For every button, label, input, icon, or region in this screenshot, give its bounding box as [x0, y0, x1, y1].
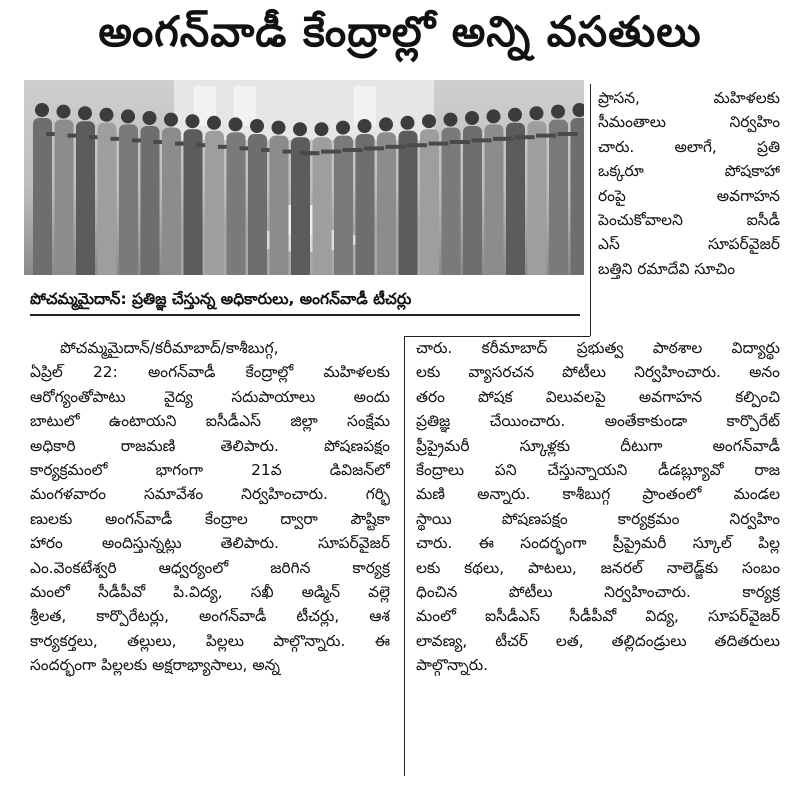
text-line: హారం అందిస్తున్నట్లు తెలిపారు. సూపర్‌వైజర్: [30, 534, 390, 553]
article-column-right-top: [598, 86, 780, 281]
text-line: లకు వ్యాసరచన పోటీలు నిర్వహించారు. అనం: [416, 363, 780, 382]
text-line: తరం పోషక విలువలపై అవగాహన కల్పించి: [416, 387, 780, 406]
text-line: ప్రతిజ్ఞ చేయించారు. అంతేకాకుండా కార్పొరేట్: [416, 412, 780, 431]
text-line: సందర్భంగా పిల్లలకు అక్షరాభ్యాసాలు, అన్న: [30, 656, 281, 675]
text-line: కార్యకర్తలు, తల్లులు, పిల్లలు పాల్గొన్నారు. ఈ: [30, 631, 390, 650]
text-line: మణి అన్నారు. కాశీబుగ్గ ప్రాంతంలో మండల: [416, 485, 780, 504]
text-line: చారు. అలాగే, ప్రతి: [598, 137, 780, 156]
text-line: చారు. ఈ సందర్భంగా ప్రీప్రైమరీ స్కూల్ పిల్ల: [416, 534, 780, 553]
text-line: ఎం.వెంకటేశ్వరి ఆధ్వర్యంలో జరిగిన కార్యక్ర: [30, 558, 390, 577]
text-line: ఏప్రిల్ 22: అంగన్‌వాడీ కేంద్రాల్లో మహిళలకు: [30, 363, 390, 382]
text-line: కేంద్రాలు పని చేస్తున్నాయని డీడబ్ల్యూవో రాజ: [416, 460, 780, 479]
text-line: ప్రాసన, మహిళలకు: [598, 89, 780, 107]
article-column-right: [416, 336, 780, 677]
text-line: లకు కథలు, పాటలు, జనరల్ నాలెడ్జ్‌కు సంబం: [416, 558, 780, 577]
text-line: ధించిన పోటీలు నిర్వహించారు. కార్యక్ర: [416, 582, 780, 601]
pledge-ceremony-illustration: [24, 80, 584, 275]
text-line: బత్తిని రమాదేవి సూచిం: [598, 259, 736, 278]
text-line: ఎస్ సూపర్‌వైజర్: [598, 235, 780, 254]
text-line: లావణ్య, టీచర్ లత, తల్లిదండ్రులు తదితరులు: [416, 631, 780, 650]
text-line: పెంచుకోవాలని ఐసీడీ: [598, 210, 780, 229]
news-photo: [24, 80, 584, 275]
text-line: కార్యక్రమంలో భాగంగా 21వ డివిజన్‌లో: [30, 460, 390, 479]
column-divider-bottom: [404, 336, 405, 776]
text-line: మంగళవారం సమావేశం నిర్వహించారు. గర్భి: [30, 485, 390, 504]
headline: అంగన్‌వాడీ కేంద్రాల్లో అన్ని వసతులు: [98, 7, 702, 56]
column-divider-top: [590, 84, 591, 336]
text-line: స్థాయి పోషణపక్షం కార్యక్రమం నిర్వహిం: [416, 509, 780, 528]
text-line: పోచమ్మమైదాన్/కరీమాబాద్/కాశీబుగ్గ,: [60, 339, 279, 357]
text-line: ఆరోగ్యంతోపాటు వైద్య సదుపాయాలు అందు: [30, 387, 390, 406]
photo-caption: పోచమ్మమైదాన్: ప్రతిజ్ఞ చేస్తున్న అధికారులు, అంగన్‌వాడీ టీచర్లు: [30, 284, 580, 316]
text-line: పాల్గొన్నారు.: [416, 656, 489, 675]
text-line: బాటులో ఉంటాయని ఐసీడీఎస్ జిల్లా సంక్షేమ: [30, 412, 390, 431]
text-line: ణులకు అంగన్‌వాడీ కేంద్రాల ద్వారా పౌష్టికా: [30, 509, 390, 528]
article-column-left: [30, 336, 390, 677]
text-line: శ్రీలత, కార్పొరేటర్లు, అంగన్‌వాడీ టీచర్లు, ఆశ: [30, 607, 390, 626]
horizontal-divider: [404, 336, 590, 337]
text-line: మంలో సీడీపీవో పి.విద్య, సఖీ అడ్మిన్ వల్లె: [30, 582, 390, 601]
text-line: అధికారి రాజమణి తెలిపారు. పోషణపక్షం: [30, 436, 390, 455]
text-line: రంపై అవగాహన: [598, 186, 780, 205]
text-line: చారు. కరీమాబాద్ ప్రభుత్వ పాఠశాల విద్యార్థు: [416, 339, 780, 357]
text-line: మంలో ఐసీడీఎస్ సీడీపీవో విద్య, సూపర్‌వైజర్: [416, 607, 780, 626]
text-line: సీమంతాలు నిర్వహిం: [598, 113, 780, 132]
text-line: ఒక్కరూ పోషకాహా: [598, 162, 780, 181]
text-line: ప్రీప్రైమరీ స్కూళ్లకు దీటుగా అంగన్‌వాడీ: [416, 436, 780, 455]
